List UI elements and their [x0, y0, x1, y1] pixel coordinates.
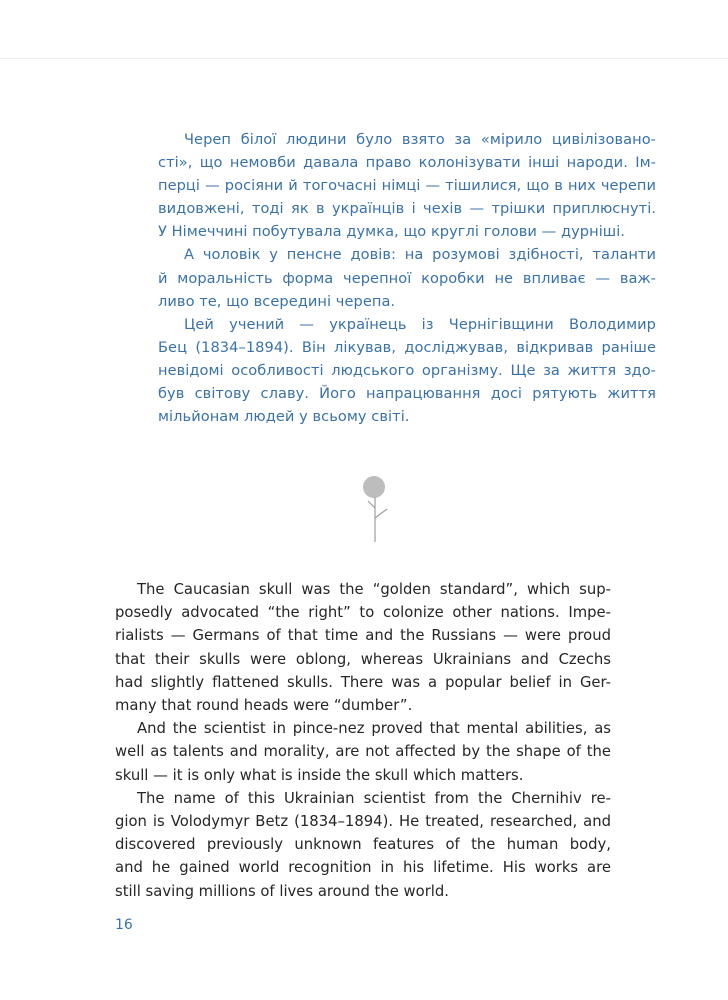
text-line: that their skulls were oblong, whereas Ukrainians and Czechs: [115, 650, 611, 668]
text-line: А чоловік у пенсне довів: на розумові здібності, таланти: [184, 246, 656, 264]
text-line: skull — it is only what is inside the skull which matters.: [115, 766, 524, 784]
text-line: rialists — Germans of that time and the Russians — were proud: [115, 627, 611, 645]
text-line: The name of this Ukrainian scientist from the Chernihiv re-: [137, 789, 611, 807]
text-line: видовжені, тоді як в українців і чехів — трішки приплюснуті.: [158, 200, 656, 218]
english-paragraph-1: [115, 578, 611, 717]
text-line: сті», що немовби давала право колонізувати інші народи. Ім-: [158, 154, 656, 172]
ukrainian-paragraph-3: [158, 313, 656, 428]
header-divider: [0, 58, 728, 59]
text-line: Череп білої людини було взято за «мірило цивілізовано-: [184, 131, 656, 148]
text-line: перці — росіяни й тогочасні німці — тішилися, що в них черепи: [158, 177, 656, 195]
ukrainian-paragraph-1: [158, 128, 656, 243]
text-line: мільйонам людей у всьому світі.: [158, 408, 410, 426]
ukrainian-paragraph-2: [158, 243, 656, 312]
text-line: and he gained world recognition in his lifetime. His works are: [115, 859, 611, 877]
text-line: У Німеччині побутувала думка, що круглі голови — дурніші.: [158, 223, 625, 241]
english-paragraph-3: [115, 787, 611, 903]
flower-ornament-icon: [355, 470, 395, 545]
english-paragraph-2: [115, 717, 611, 787]
text-line: discovered previously unknown features of the human body,: [115, 836, 611, 854]
text-line: many that round heads were “dumber”.: [115, 697, 413, 715]
text-line: still saving millions of lives around the world.: [115, 882, 449, 900]
text-line: well as talents and morality, are not affected by the shape of the: [115, 743, 611, 761]
page-number: 16: [115, 917, 133, 933]
text-line: невідомі особливості людського організму. Ще за життя здо-: [158, 361, 656, 379]
text-line: The Caucasian skull was the “golden standard”, which sup-: [137, 581, 611, 598]
text-line: Бец (1834–1894). Він лікував, досліджував, відкривав раніше: [158, 338, 656, 356]
english-text-block: [115, 578, 611, 903]
text-line: й моральність форма черепної коробки не впливає — важ-: [158, 269, 656, 287]
text-line: був світову славу. Його напрацювання досі рятують життя: [158, 385, 656, 403]
text-line: gion is Volodymyr Betz (1834–1894). He treated, researched, and: [115, 813, 611, 831]
text-line: had slightly flattened skulls. There was a popular belief in Ger-: [115, 673, 611, 691]
text-line: posedly advocated “the right” to colonize other nations. Impe-: [115, 604, 611, 622]
text-line: And the scientist in pince-nez proved that mental abilities, as: [137, 720, 611, 738]
text-line: ливо те, що всередині черепа.: [158, 292, 396, 310]
ukrainian-text-block: [158, 128, 656, 428]
text-line: Цей учений — українець із Чернігівщини Володимир: [184, 315, 656, 333]
